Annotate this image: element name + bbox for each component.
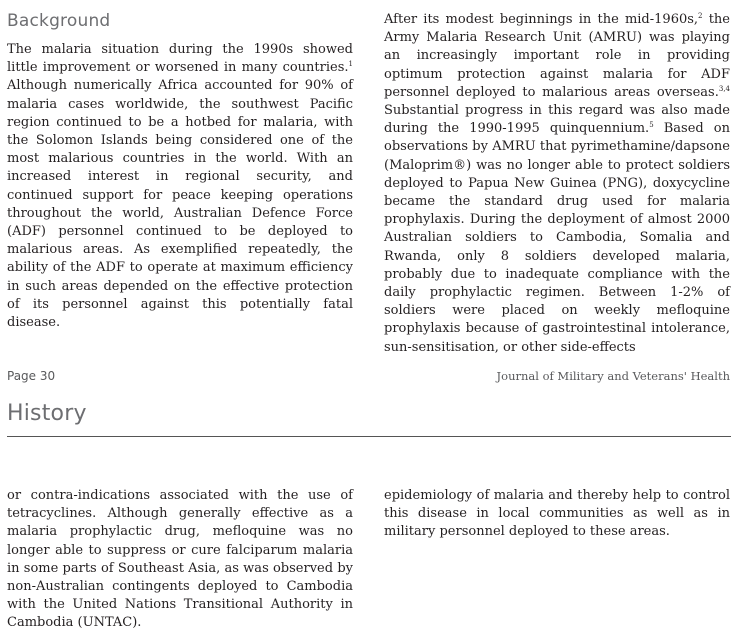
reference-1: 1 <box>348 60 353 69</box>
section-divider <box>7 436 731 437</box>
background-right-text-1: After its modest beginnings in the mid-1960s, <box>384 12 699 27</box>
background-right-text-3: Substantial progress in this regard was also made during the 1990-1995 quinquennium. <box>384 103 730 137</box>
journal-name: Journal of Military and Veterans' Health <box>496 369 730 383</box>
history-heading: History <box>7 401 87 426</box>
page-number: Page 30 <box>7 369 56 383</box>
history-left-column: or contra-indications associated with the use of tetracyclines. Although generally effective as a malaria prophylactic drug, mefloquine was no longer able to suppress or cure falciparum malaria in some parts of Southeast Asia, as was observed by non-Australian contingents deployed to Cambodia with the United Nations Transitional Authority in Cambodia (UNTAC). <box>7 488 353 631</box>
background-right-column <box>384 11 730 357</box>
reference-2: 2 <box>698 12 703 20</box>
background-left-text-1: The malaria situation during the 1990s showed little improvement or worsened in many countries. <box>7 42 353 76</box>
background-right-text-4: Based on observations by AMRU that pyrimethamine/dapsone (Maloprim®) was no longer able to protect soldiers deployed to Papua New Guinea (PNG), doxycycline became the standard drug used for malaria prophylaxis. During the deployment of almost 2000 Australian soldiers to Cambodia, Somalia and Rwanda, only 8 soldiers developed malaria, probably due to inadequate compliance with the daily prophylactic regimen. Between 1-2% of soldiers were placed on weekly mefloquine prophylaxis because of gastrointestinal intolerance, sun-sensitisation, or other side-effects <box>384 121 730 355</box>
reference-5: 5 <box>649 121 654 130</box>
history-right-column: epidemiology of malaria and thereby help to control this disease in local communities as well as in military personnel deployed to these areas. <box>384 488 730 540</box>
background-left-text-2: Although numerically Africa accounted for 90% of malaria cases worldwide, the southwest Pacific region continued to be a hotbed for malaria, with the Solomon Islands being considered one of the most malarious countries in the world. With an increased interest in regional security, and continued support for peace keeping operations throughout the world, Australian Defence Force (ADF) personnel continued to be deployed to malarious areas. As exemplified repeatedly, the ability of the ADF to operate at maximum efficiency in such areas depended on the effective protection of its personnel against this potentially fatal disease. <box>7 78 353 331</box>
background-left-column <box>7 41 353 332</box>
reference-3-4: 3,4 <box>718 84 730 93</box>
background-heading: Background <box>7 11 111 31</box>
background-right-text-2: the Army Malaria Research Unit (AMRU) was playing an increasingly important role in providing optimum protection against malaria for ADF personnel deployed to malarious areas overseas. <box>384 12 730 100</box>
